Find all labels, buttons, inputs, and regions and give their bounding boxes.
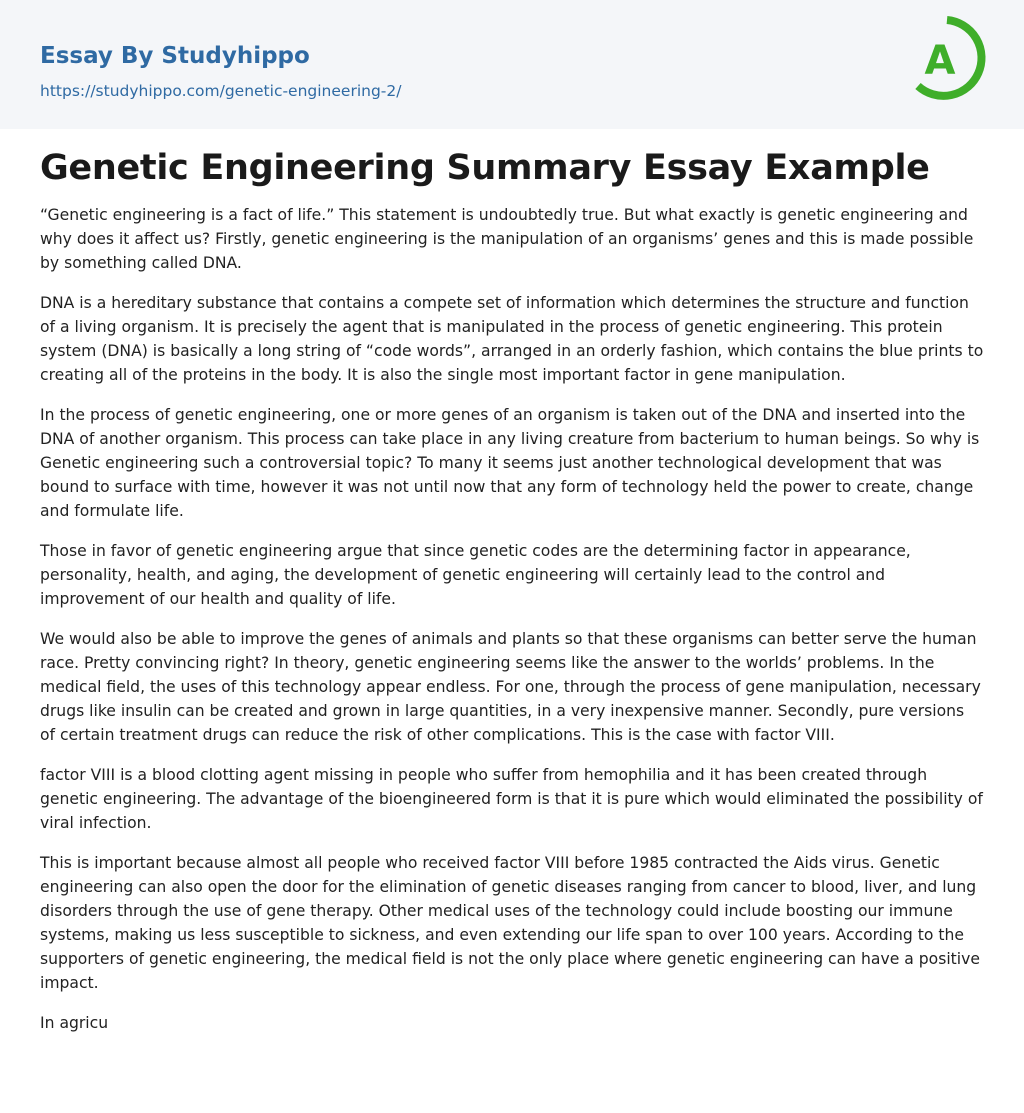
article <box>0 146 1024 1035</box>
paragraph-5: We would also be able to improve the genes of animals and plants so that these organisms can better serve the human race. Pretty convincing right? In theory, genetic engineering seems like the answer to the worlds’ problems. In the medical field, the uses of this technology appear endless. For one, through the process of gene manipulation, necessary drugs like insulin can be created and grown in large quantities, in a very inexpensive manner. Secondly, pure versions of certain treatment drugs can reduce the risk of other complications. This is the case with factor VIII. <box>40 630 981 744</box>
logo-letter: A <box>924 38 956 84</box>
paragraph-4: Those in favor of genetic engineering argue that since genetic codes are the determining factor in appearance, personality, health, and aging, the development of genetic engineering will certainly lead to the control and improvement of our health and quality of life. <box>40 542 911 608</box>
brand-name: Essay By Studyhippo <box>40 43 310 69</box>
source-url-link[interactable]: https://studyhippo.com/genetic-engineering-2/ <box>40 82 402 100</box>
paragraph-8-truncated: In agricu <box>40 1014 109 1032</box>
paragraph-1: “Genetic engineering is a fact of life.” This statement is undoubtedly true. But what exactly is genetic engineering and why does it affect us? Firstly, genetic engineering is the manipulation of an organisms’ genes and this is made possible by something called DNA. <box>40 206 974 272</box>
page-header <box>0 0 1024 129</box>
page-title: Genetic Engineering Summary Essay Example <box>40 148 930 188</box>
paragraph-2: DNA is a hereditary substance that contains a compete set of information which determines the structure and function of a living organism. It is precisely the agent that is manipulated in the process of genetic engineering. This protein system (DNA) is basically a long string of “code words”, arranged in an orderly fashion, which contains the blue prints to creating all of the proteins in the body. It is also the single most important factor in gene manipulation. <box>40 294 984 384</box>
paragraph-6: factor VIII is a blood clotting agent missing in people who suffer from hemophilia and it has been created through genetic engineering. The advantage of the bioengineered form is that it is pure which would eliminated the possibility of viral infection. <box>40 766 983 832</box>
paragraph-7: This is important because almost all people who received factor VIII before 1985 contracted the Aids virus. Genetic engineering can also open the door for the elimination of genetic diseases ranging from cancer to blood, liver, and lung disorders through the use of gene therapy. Other medical uses of the technology could include boosting our immune systems, making us less susceptible to sickness, and even extending our life span to over 100 years. According to the supporters of genetic engineering, the medical field is not the only place where genetic engineering can have a positive impact. <box>40 854 980 992</box>
paragraph-3: In the process of genetic engineering, one or more genes of an organism is taken out of the DNA and inserted into the DNA of another organism. This process can take place in any living creature from bacterium to human beings. So why is Genetic engineering such a controversial topic? To many it seems just another technological development that was bound to surface with time, however it was not until now that any form of technology held the power to create, change and formulate life. <box>40 406 980 520</box>
studyhippo-logo-icon[interactable] <box>905 16 989 108</box>
